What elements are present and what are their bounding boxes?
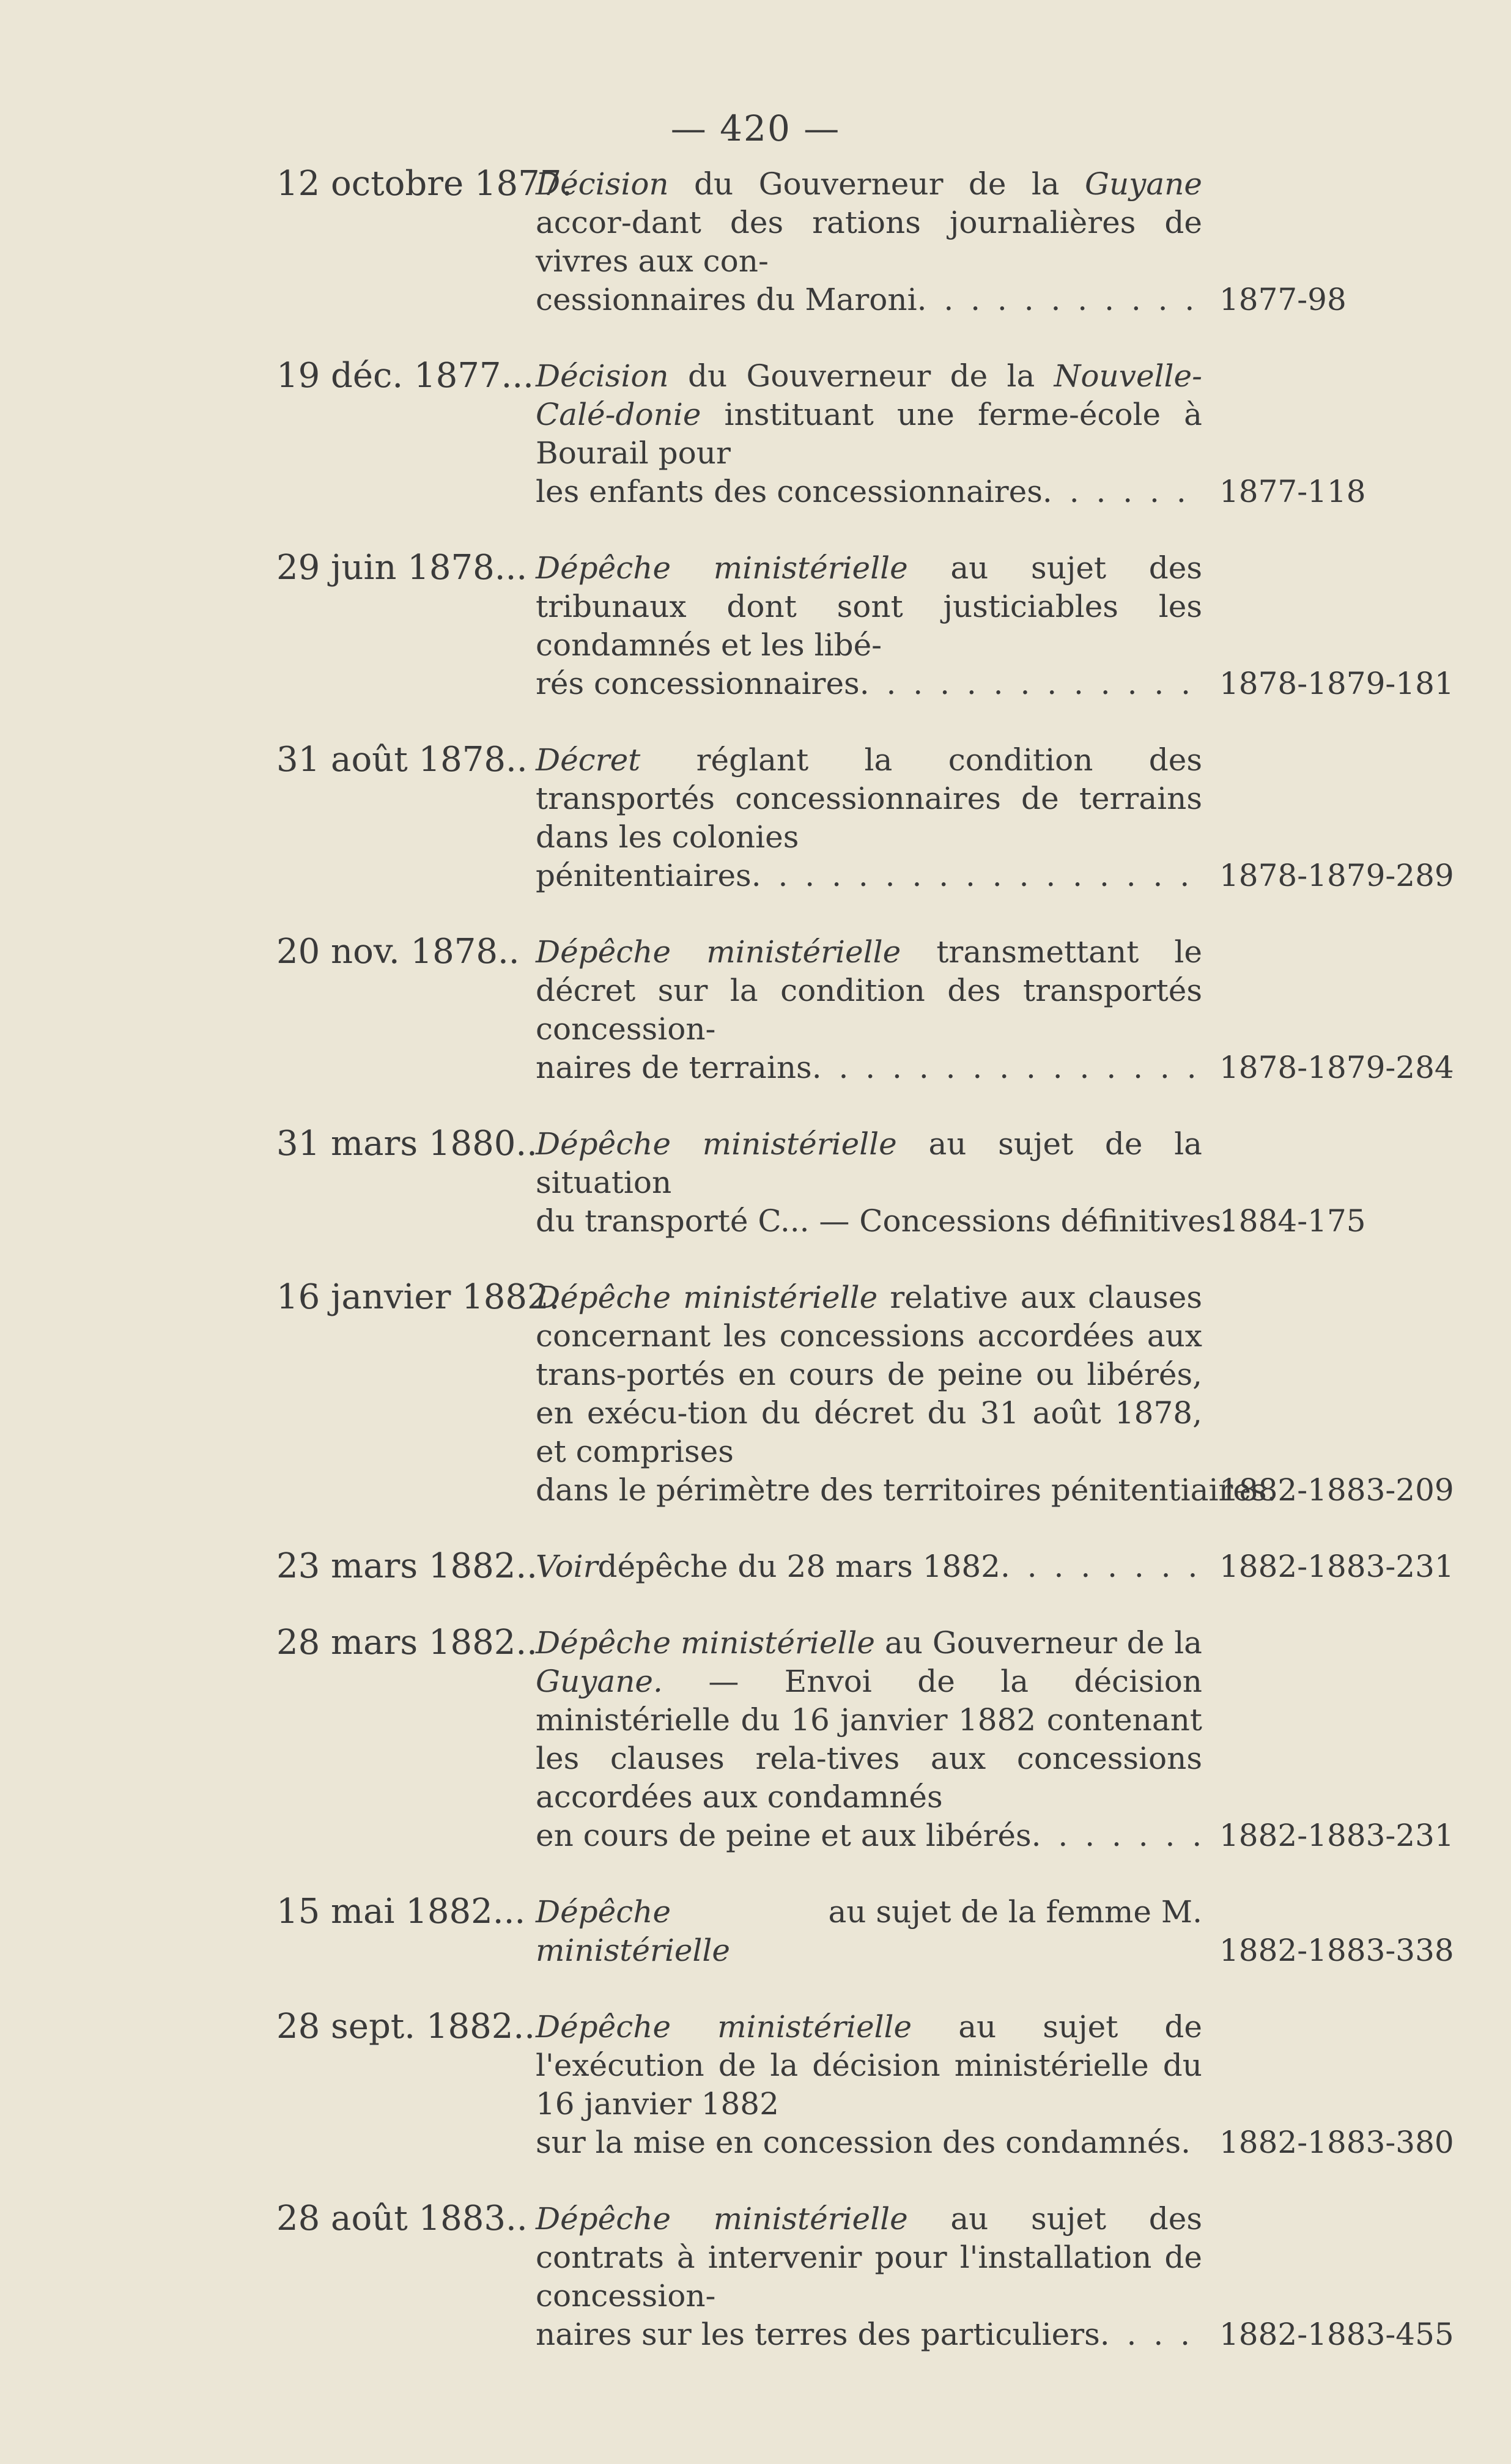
entry-title: Décision [536, 166, 669, 202]
entry-title: Voir [536, 1549, 598, 1584]
entry-reference: 1882-1883-338 [1219, 1933, 1454, 1968]
entry-date: 28 mars 1882.. [276, 1623, 538, 1662]
entry-title: Décision [536, 358, 669, 394]
entry-last-line: pénitentiaires . . . [536, 857, 1202, 895]
page-number: — 420 — [670, 108, 841, 149]
entry-place: Nouvelle-Calé-donie [536, 358, 1202, 432]
entry-last-line: naires sur les terres des particuliers . . . [536, 2315, 1202, 2354]
list-item [0, 357, 1511, 511]
entry-reference: 1878-1879-289 [1219, 858, 1454, 893]
entry-date: 31 mars 1880.. [276, 1124, 538, 1164]
entry-title: Dépêche ministérielle [536, 1126, 897, 1162]
entry-date: 16 janvier 1882. [276, 1277, 560, 1317]
entry-title: Dépêche ministérielle [536, 2201, 908, 2237]
entry-date: 12 octobre 1877. [276, 164, 573, 204]
dot-leader [1043, 473, 1202, 511]
list-item [0, 2008, 1511, 2162]
entry-date: 28 sept. 1882.. [276, 2007, 536, 2046]
entry-text: Dépêche ministérielle au Gouverneur de la Guyane. — Envoi de la décision ministérielle du 16 janvier 1882 contenant les clauses rela-tives aux concessions accordées aux condamnés en cours de peine et aux libérés . . . [536, 1624, 1202, 1855]
dot-leader [1100, 2315, 1202, 2354]
entry-reference: 1882-1883-209 [1219, 1472, 1454, 1508]
list-item [0, 1278, 1511, 1510]
entries-list [0, 165, 1511, 2392]
list-item [0, 1624, 1511, 1855]
entry-text: Dépêche ministérielle transmettant le décret sur la condition des transportés concession- naires de terrains . . . [536, 933, 1202, 1087]
entry-last-line: cessionnaires du Maroni . . . [536, 281, 1202, 319]
entry-title: Dépêche ministérielle [536, 550, 908, 586]
list-item [0, 165, 1511, 319]
entry-text: Décision du Gouverneur de la Guyane accor-dant des rations journalières de vivres aux con- cessionnaires du Maroni . . . [536, 165, 1202, 319]
entry-text: Dépêche ministérielle au sujet de la situation du transporté C... — Concessions définitives. [536, 1125, 1202, 1241]
entry-date: 31 août 1878.. [276, 740, 528, 780]
list-item [0, 1125, 1511, 1241]
entry-text [536, 1893, 1202, 1970]
entry-reference: 1884-175 [1219, 1203, 1366, 1239]
entry-reference: 1882-1883-455 [1219, 2317, 1454, 2352]
list-item [0, 2200, 1511, 2354]
entry-place: Guyane. [536, 1664, 663, 1699]
entry-text: Dépêche ministérielle au sujet des contrats à intervenir pour l'installation de concession- naires sur les terres des particuliers . . . [536, 2200, 1202, 2354]
entry-reference: 1882-1883-231 [1219, 1549, 1454, 1584]
entry-title: Dépêche ministérielle [536, 1280, 878, 1315]
entry-text: Dépêche ministérielle au sujet de l'exécution de la décision ministérielle du 16 janvier 1882 sur la mise en concession des condamnés . . . [536, 2008, 1202, 2162]
entry-title: Dépêche ministérielle [536, 1625, 875, 1661]
list-item [0, 933, 1511, 1087]
dot-leader [1000, 1547, 1202, 1586]
list-item [0, 1893, 1511, 1970]
entry-text [536, 1547, 1202, 1586]
dot-leader [1032, 1817, 1202, 1855]
entry-last-line: sur la mise en concession des condamnés . . . [536, 2123, 1202, 2162]
entry-text: Décret réglant la condition des transportés concessionnaires de terrains dans les colonies pénitentiaires . . . [536, 741, 1202, 895]
entry-last-line: du transporté C... — Concessions définitives. [536, 1203, 1232, 1239]
entry-title: Dépêche ministérielle [536, 1894, 730, 1968]
list-item [0, 549, 1511, 703]
entry-reference: 1882-1883-231 [1219, 1818, 1454, 1853]
entry-date: 28 août 1883.. [276, 2199, 528, 2238]
entry-last-line: Voir dépêche du 28 mars 1882 . . . [536, 1547, 1202, 1586]
entry-text: Dépêche ministérielle au sujet des tribunaux dont sont justiciables les condamnés et les libé- rés concessionnaires . . . [536, 549, 1202, 703]
entry-last-line: dans le périmètre des territoires pénitentiaires. [536, 1472, 1277, 1508]
entry-reference: 1878-1879-284 [1219, 1050, 1454, 1085]
dot-leader [860, 665, 1202, 703]
entry-reference: 1877-118 [1219, 474, 1366, 509]
entry-last-line: rés concessionnaires . . . [536, 665, 1202, 703]
entry-date: 15 mai 1882... [276, 1892, 526, 1931]
entry-date: 19 déc. 1877... [276, 356, 534, 396]
entry-date: 23 mars 1882.. [276, 1546, 538, 1586]
entry-last-line: Dépêche ministérielle au sujet de la femme M. [536, 1893, 1202, 1970]
list-item [0, 1547, 1511, 1586]
entry-title: Dépêche ministérielle [536, 2009, 912, 2045]
dot-leader [917, 281, 1202, 319]
entry-text: Dépêche ministérielle relative aux clauses concernant les concessions accordées aux trans-portés en cours de peine ou libérés, en exécu-tion du décret du 31 août 1878, et comprises dans le périmètre des territoires pénitentiaires. [536, 1278, 1202, 1510]
entry-last-line: naires de terrains . . . [536, 1049, 1202, 1087]
dot-leader [752, 857, 1202, 895]
list-item [0, 741, 1511, 895]
dot-leader [1181, 2123, 1202, 2162]
entry-place: Guyane [1085, 166, 1202, 202]
entry-date: 20 nov. 1878.. [276, 932, 520, 972]
entry-title: Décret [536, 742, 641, 778]
entry-reference: 1878-1879-181 [1219, 666, 1454, 701]
entry-reference: 1877-98 [1219, 282, 1347, 317]
entry-last-line: en cours de peine et aux libérés . . . [536, 1817, 1202, 1855]
entry-title: Dépêche ministérielle [536, 934, 901, 970]
entry-last-line: les enfants des concessionnaires . . . [536, 473, 1202, 511]
entry-reference: 1882-1883-380 [1219, 2125, 1454, 2160]
entry-date: 29 juin 1878... [276, 548, 528, 588]
dot-leader [812, 1049, 1202, 1087]
entry-text: Décision du Gouverneur de la Nouvelle-Calé-donie instituant une ferme-école à Bourail pour les enfants des concessionnaires . . . [536, 357, 1202, 511]
